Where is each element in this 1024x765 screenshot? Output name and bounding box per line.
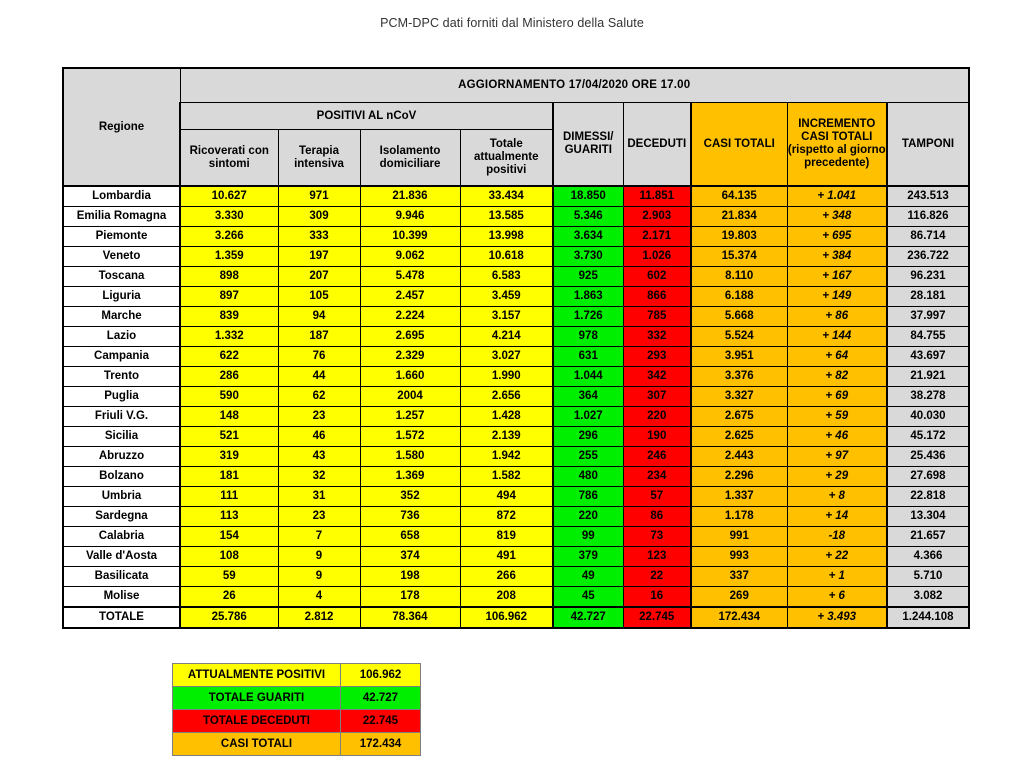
- cell-incremento: + 29: [787, 467, 887, 487]
- cell-regione: Sardegna: [63, 507, 180, 527]
- cell-ricoverati: 111: [180, 487, 278, 507]
- cell-incremento: + 82: [787, 367, 887, 387]
- cell-deceduti: 190: [623, 427, 691, 447]
- cell-ricoverati: 622: [180, 347, 278, 367]
- cell-tamponi: 43.697: [887, 347, 969, 367]
- cell-casi: 3.376: [691, 367, 787, 387]
- cell-ricoverati: 3.330: [180, 207, 278, 227]
- table-row: [63, 227, 969, 247]
- table-row: [63, 267, 969, 287]
- cell-incremento: + 86: [787, 307, 887, 327]
- legend-value: 22.745: [341, 710, 421, 733]
- cell-regione: Bolzano: [63, 467, 180, 487]
- cell-tamponi: 1.244.108: [887, 607, 969, 628]
- cell-terapia: 44: [278, 367, 360, 387]
- cell-deceduti: 866: [623, 287, 691, 307]
- cell-tamponi: 116.826: [887, 207, 969, 227]
- cell-incremento: + 22: [787, 547, 887, 567]
- cell-dimessi: 3.634: [553, 227, 623, 247]
- cell-totale: 33.434: [460, 186, 553, 207]
- cell-ricoverati: 154: [180, 527, 278, 547]
- cell-dimessi: 786: [553, 487, 623, 507]
- table-row: [63, 427, 969, 447]
- cell-deceduti: 602: [623, 267, 691, 287]
- cell-casi: 1.337: [691, 487, 787, 507]
- cell-tamponi: 5.710: [887, 567, 969, 587]
- cell-dimessi: 18.850: [553, 186, 623, 207]
- cell-isolamento: 21.836: [360, 186, 460, 207]
- table-row: [63, 287, 969, 307]
- cell-ricoverati: 181: [180, 467, 278, 487]
- cell-dimessi: 255: [553, 447, 623, 467]
- cell-incremento: + 384: [787, 247, 887, 267]
- table-row-total: [63, 607, 969, 628]
- cell-deceduti: 234: [623, 467, 691, 487]
- cell-isolamento: 5.478: [360, 267, 460, 287]
- cell-totale: 2.139: [460, 427, 553, 447]
- cell-ricoverati: 26: [180, 587, 278, 608]
- cell-ricoverati: 1.332: [180, 327, 278, 347]
- cell-dimessi: 99: [553, 527, 623, 547]
- cell-casi: 2.296: [691, 467, 787, 487]
- cell-casi: 337: [691, 567, 787, 587]
- table-row: [63, 327, 969, 347]
- cell-incremento: + 1: [787, 567, 887, 587]
- cell-incremento: + 8: [787, 487, 887, 507]
- cell-regione: Lazio: [63, 327, 180, 347]
- table-row: [63, 387, 969, 407]
- header-casi-totali: CASI TOTALI: [691, 103, 787, 187]
- legend-row: [173, 733, 421, 756]
- cell-tamponi: 25.436: [887, 447, 969, 467]
- cell-isolamento: 352: [360, 487, 460, 507]
- cell-isolamento: 1.257: [360, 407, 460, 427]
- header-ricoverati: Ricoverati con sintomi: [180, 130, 278, 187]
- cell-dimessi: 1.027: [553, 407, 623, 427]
- cell-regione: Piemonte: [63, 227, 180, 247]
- cell-tamponi: 4.366: [887, 547, 969, 567]
- cell-dimessi: 42.727: [553, 607, 623, 628]
- table-row: [63, 487, 969, 507]
- table-header: [63, 68, 969, 186]
- cell-regione: Puglia: [63, 387, 180, 407]
- cell-deceduti: 16: [623, 587, 691, 608]
- cell-regione: Trento: [63, 367, 180, 387]
- cell-regione: TOTALE: [63, 607, 180, 628]
- cell-terapia: 94: [278, 307, 360, 327]
- cell-regione: Campania: [63, 347, 180, 367]
- cell-tamponi: 13.304: [887, 507, 969, 527]
- cell-incremento: + 14: [787, 507, 887, 527]
- cell-regione: Toscana: [63, 267, 180, 287]
- cell-ricoverati: 113: [180, 507, 278, 527]
- cell-regione: Friuli V.G.: [63, 407, 180, 427]
- cell-isolamento: 78.364: [360, 607, 460, 628]
- cell-terapia: 7: [278, 527, 360, 547]
- cell-casi: 2.443: [691, 447, 787, 467]
- table-row: [63, 247, 969, 267]
- cell-casi: 6.188: [691, 287, 787, 307]
- cell-regione: Molise: [63, 587, 180, 608]
- cell-casi: 2.675: [691, 407, 787, 427]
- table-row: [63, 186, 969, 207]
- cell-isolamento: 10.399: [360, 227, 460, 247]
- cell-totale: 266: [460, 567, 553, 587]
- cell-dimessi: 480: [553, 467, 623, 487]
- cell-isolamento: 374: [360, 547, 460, 567]
- cell-ricoverati: 59: [180, 567, 278, 587]
- cell-isolamento: 2.695: [360, 327, 460, 347]
- header-isolamento: Isolamento domiciliare: [360, 130, 460, 187]
- cell-regione: Marche: [63, 307, 180, 327]
- cell-incremento: + 149: [787, 287, 887, 307]
- cell-terapia: 187: [278, 327, 360, 347]
- cell-terapia: 62: [278, 387, 360, 407]
- cell-ricoverati: 839: [180, 307, 278, 327]
- header-incremento-label: INCREMENTO CASI TOTALI: [798, 118, 876, 144]
- cell-tamponi: 243.513: [887, 186, 969, 207]
- cell-ricoverati: 521: [180, 427, 278, 447]
- header-deceduti: DECEDUTI: [623, 103, 691, 187]
- cell-tamponi: 27.698: [887, 467, 969, 487]
- legend-value: 106.962: [341, 664, 421, 687]
- cell-dimessi: 631: [553, 347, 623, 367]
- cell-isolamento: 1.580: [360, 447, 460, 467]
- cell-tamponi: 22.818: [887, 487, 969, 507]
- table-row: [63, 587, 969, 608]
- cell-totale: 3.459: [460, 287, 553, 307]
- cell-dimessi: 49: [553, 567, 623, 587]
- cell-isolamento: 2.329: [360, 347, 460, 367]
- cell-ricoverati: 25.786: [180, 607, 278, 628]
- cell-regione: Basilicata: [63, 567, 180, 587]
- cell-tamponi: 84.755: [887, 327, 969, 347]
- cell-ricoverati: 898: [180, 267, 278, 287]
- cell-incremento: + 3.493: [787, 607, 887, 628]
- cell-tamponi: 40.030: [887, 407, 969, 427]
- table-row: [63, 347, 969, 367]
- cell-totale: 491: [460, 547, 553, 567]
- cell-regione: Lombardia: [63, 186, 180, 207]
- legend-row: [173, 664, 421, 687]
- cell-terapia: 197: [278, 247, 360, 267]
- cell-deceduti: 86: [623, 507, 691, 527]
- legend-label: ATTUALMENTE POSITIVI: [173, 664, 341, 687]
- cell-terapia: 76: [278, 347, 360, 367]
- cell-dimessi: 379: [553, 547, 623, 567]
- cell-deceduti: 220: [623, 407, 691, 427]
- cell-totale: 10.618: [460, 247, 553, 267]
- cell-ricoverati: 897: [180, 287, 278, 307]
- cell-deceduti: 785: [623, 307, 691, 327]
- cell-casi: 2.625: [691, 427, 787, 447]
- cell-terapia: 105: [278, 287, 360, 307]
- cell-casi: 3.951: [691, 347, 787, 367]
- cell-deceduti: 22: [623, 567, 691, 587]
- covid-regions-table: [62, 67, 970, 629]
- cell-regione: Umbria: [63, 487, 180, 507]
- cell-totale: 819: [460, 527, 553, 547]
- cell-tamponi: 3.082: [887, 587, 969, 608]
- cell-ricoverati: 590: [180, 387, 278, 407]
- table-row: [63, 467, 969, 487]
- cell-ricoverati: 3.266: [180, 227, 278, 247]
- cell-casi: 5.524: [691, 327, 787, 347]
- cell-totale: 1.990: [460, 367, 553, 387]
- cell-terapia: 23: [278, 407, 360, 427]
- cell-casi: 1.178: [691, 507, 787, 527]
- cell-dimessi: 1.044: [553, 367, 623, 387]
- cell-totale: 1.582: [460, 467, 553, 487]
- cell-terapia: 2.812: [278, 607, 360, 628]
- cell-terapia: 309: [278, 207, 360, 227]
- cell-dimessi: 978: [553, 327, 623, 347]
- cell-tamponi: 38.278: [887, 387, 969, 407]
- header-dimessi: DIMESSI/ GUARITI: [553, 103, 623, 187]
- cell-terapia: 207: [278, 267, 360, 287]
- cell-dimessi: 45: [553, 587, 623, 608]
- cell-terapia: 4: [278, 587, 360, 608]
- cell-deceduti: 307: [623, 387, 691, 407]
- cell-deceduti: 2.903: [623, 207, 691, 227]
- cell-totale: 1.428: [460, 407, 553, 427]
- header-incremento: [787, 103, 887, 187]
- cell-totale: 13.998: [460, 227, 553, 247]
- cell-dimessi: 3.730: [553, 247, 623, 267]
- cell-casi: 991: [691, 527, 787, 547]
- cell-regione: Veneto: [63, 247, 180, 267]
- cell-totale: 2.656: [460, 387, 553, 407]
- cell-totale: 494: [460, 487, 553, 507]
- cell-isolamento: 658: [360, 527, 460, 547]
- legend-value: 42.727: [341, 687, 421, 710]
- cell-terapia: 32: [278, 467, 360, 487]
- header-positivi-group: POSITIVI AL nCoV: [180, 103, 553, 130]
- header-totale-attualmente: Totale attualmente positivi: [460, 130, 553, 187]
- cell-tamponi: 86.714: [887, 227, 969, 247]
- cell-terapia: 31: [278, 487, 360, 507]
- cell-totale: 1.942: [460, 447, 553, 467]
- cell-regione: Calabria: [63, 527, 180, 547]
- cell-isolamento: 2004: [360, 387, 460, 407]
- legend-value: 172.434: [341, 733, 421, 756]
- table-row: [63, 207, 969, 227]
- cell-isolamento: 2.457: [360, 287, 460, 307]
- cell-deceduti: 57: [623, 487, 691, 507]
- cell-tamponi: 96.231: [887, 267, 969, 287]
- cell-isolamento: 178: [360, 587, 460, 608]
- cell-casi: 269: [691, 587, 787, 608]
- cell-isolamento: 9.062: [360, 247, 460, 267]
- cell-casi: 15.374: [691, 247, 787, 267]
- table-row: [63, 567, 969, 587]
- cell-terapia: 9: [278, 567, 360, 587]
- cell-deceduti: 332: [623, 327, 691, 347]
- cell-regione: Emilia Romagna: [63, 207, 180, 227]
- legend-row: [173, 710, 421, 733]
- cell-deceduti: 246: [623, 447, 691, 467]
- cell-incremento: + 144: [787, 327, 887, 347]
- cell-isolamento: 2.224: [360, 307, 460, 327]
- cell-regione: Liguria: [63, 287, 180, 307]
- header-tamponi: TAMPONI: [887, 103, 969, 187]
- cell-casi: 8.110: [691, 267, 787, 287]
- cell-regione: Abruzzo: [63, 447, 180, 467]
- table-row: [63, 307, 969, 327]
- cell-incremento: + 6: [787, 587, 887, 608]
- cell-totale: 3.027: [460, 347, 553, 367]
- cell-dimessi: 220: [553, 507, 623, 527]
- table-row: [63, 547, 969, 567]
- cell-incremento: + 167: [787, 267, 887, 287]
- header-terapia: Terapia intensiva: [278, 130, 360, 187]
- cell-incremento: + 695: [787, 227, 887, 247]
- cell-incremento: + 64: [787, 347, 887, 367]
- cell-ricoverati: 148: [180, 407, 278, 427]
- header-regione: Regione: [63, 68, 180, 186]
- table-row: [63, 527, 969, 547]
- cell-deceduti: 73: [623, 527, 691, 547]
- cell-tamponi: 28.181: [887, 287, 969, 307]
- cell-totale: 4.214: [460, 327, 553, 347]
- cell-incremento: + 1.041: [787, 186, 887, 207]
- cell-totale: 872: [460, 507, 553, 527]
- table-row: [63, 367, 969, 387]
- cell-ricoverati: 1.359: [180, 247, 278, 267]
- cell-regione: Sicilia: [63, 427, 180, 447]
- legend-label: CASI TOTALI: [173, 733, 341, 756]
- cell-casi: 64.135: [691, 186, 787, 207]
- cell-tamponi: 21.921: [887, 367, 969, 387]
- cell-dimessi: 5.346: [553, 207, 623, 227]
- cell-deceduti: 11.851: [623, 186, 691, 207]
- cell-incremento: + 59: [787, 407, 887, 427]
- cell-totale: 106.962: [460, 607, 553, 628]
- cell-terapia: 23: [278, 507, 360, 527]
- cell-casi: 21.834: [691, 207, 787, 227]
- cell-dimessi: 364: [553, 387, 623, 407]
- cell-tamponi: 45.172: [887, 427, 969, 447]
- cell-deceduti: 342: [623, 367, 691, 387]
- cell-incremento: + 46: [787, 427, 887, 447]
- cell-incremento: + 69: [787, 387, 887, 407]
- cell-terapia: 9: [278, 547, 360, 567]
- cell-isolamento: 198: [360, 567, 460, 587]
- cell-tamponi: 21.657: [887, 527, 969, 547]
- cell-deceduti: 22.745: [623, 607, 691, 628]
- cell-totale: 3.157: [460, 307, 553, 327]
- cell-terapia: 43: [278, 447, 360, 467]
- cell-isolamento: 9.946: [360, 207, 460, 227]
- cell-terapia: 333: [278, 227, 360, 247]
- cell-isolamento: 736: [360, 507, 460, 527]
- cell-totale: 13.585: [460, 207, 553, 227]
- cell-totale: 6.583: [460, 267, 553, 287]
- header-incremento-note: (rispetto al giorno precedente): [787, 144, 886, 169]
- table-row: [63, 447, 969, 467]
- cell-isolamento: 1.369: [360, 467, 460, 487]
- cell-ricoverati: 286: [180, 367, 278, 387]
- cell-isolamento: 1.660: [360, 367, 460, 387]
- cell-casi: 5.668: [691, 307, 787, 327]
- header-aggiornamento: AGGIORNAMENTO 17/04/2020 ORE 17.00: [180, 68, 969, 103]
- cell-dimessi: 296: [553, 427, 623, 447]
- cell-dimessi: 925: [553, 267, 623, 287]
- cell-regione: Valle d'Aosta: [63, 547, 180, 567]
- cell-dimessi: 1.863: [553, 287, 623, 307]
- legend-row: [173, 687, 421, 710]
- cell-isolamento: 1.572: [360, 427, 460, 447]
- cell-casi: 19.803: [691, 227, 787, 247]
- page-title: PCM-DPC dati forniti dal Ministero della Salute: [380, 16, 644, 30]
- table-body: [63, 186, 969, 628]
- cell-ricoverati: 108: [180, 547, 278, 567]
- cell-ricoverati: 319: [180, 447, 278, 467]
- cell-ricoverati: 10.627: [180, 186, 278, 207]
- cell-incremento: -18: [787, 527, 887, 547]
- cell-casi: 172.434: [691, 607, 787, 628]
- legend-label: TOTALE DECEDUTI: [173, 710, 341, 733]
- cell-deceduti: 2.171: [623, 227, 691, 247]
- cell-tamponi: 236.722: [887, 247, 969, 267]
- summary-legend: [172, 663, 421, 756]
- cell-deceduti: 293: [623, 347, 691, 367]
- cell-casi: 993: [691, 547, 787, 567]
- legend-label: TOTALE GUARITI: [173, 687, 341, 710]
- cell-totale: 208: [460, 587, 553, 608]
- cell-terapia: 46: [278, 427, 360, 447]
- cell-dimessi: 1.726: [553, 307, 623, 327]
- table-row: [63, 407, 969, 427]
- cell-casi: 3.327: [691, 387, 787, 407]
- cell-incremento: + 348: [787, 207, 887, 227]
- cell-deceduti: 1.026: [623, 247, 691, 267]
- cell-terapia: 971: [278, 186, 360, 207]
- cell-incremento: + 97: [787, 447, 887, 467]
- table-row: [63, 507, 969, 527]
- cell-tamponi: 37.997: [887, 307, 969, 327]
- cell-deceduti: 123: [623, 547, 691, 567]
